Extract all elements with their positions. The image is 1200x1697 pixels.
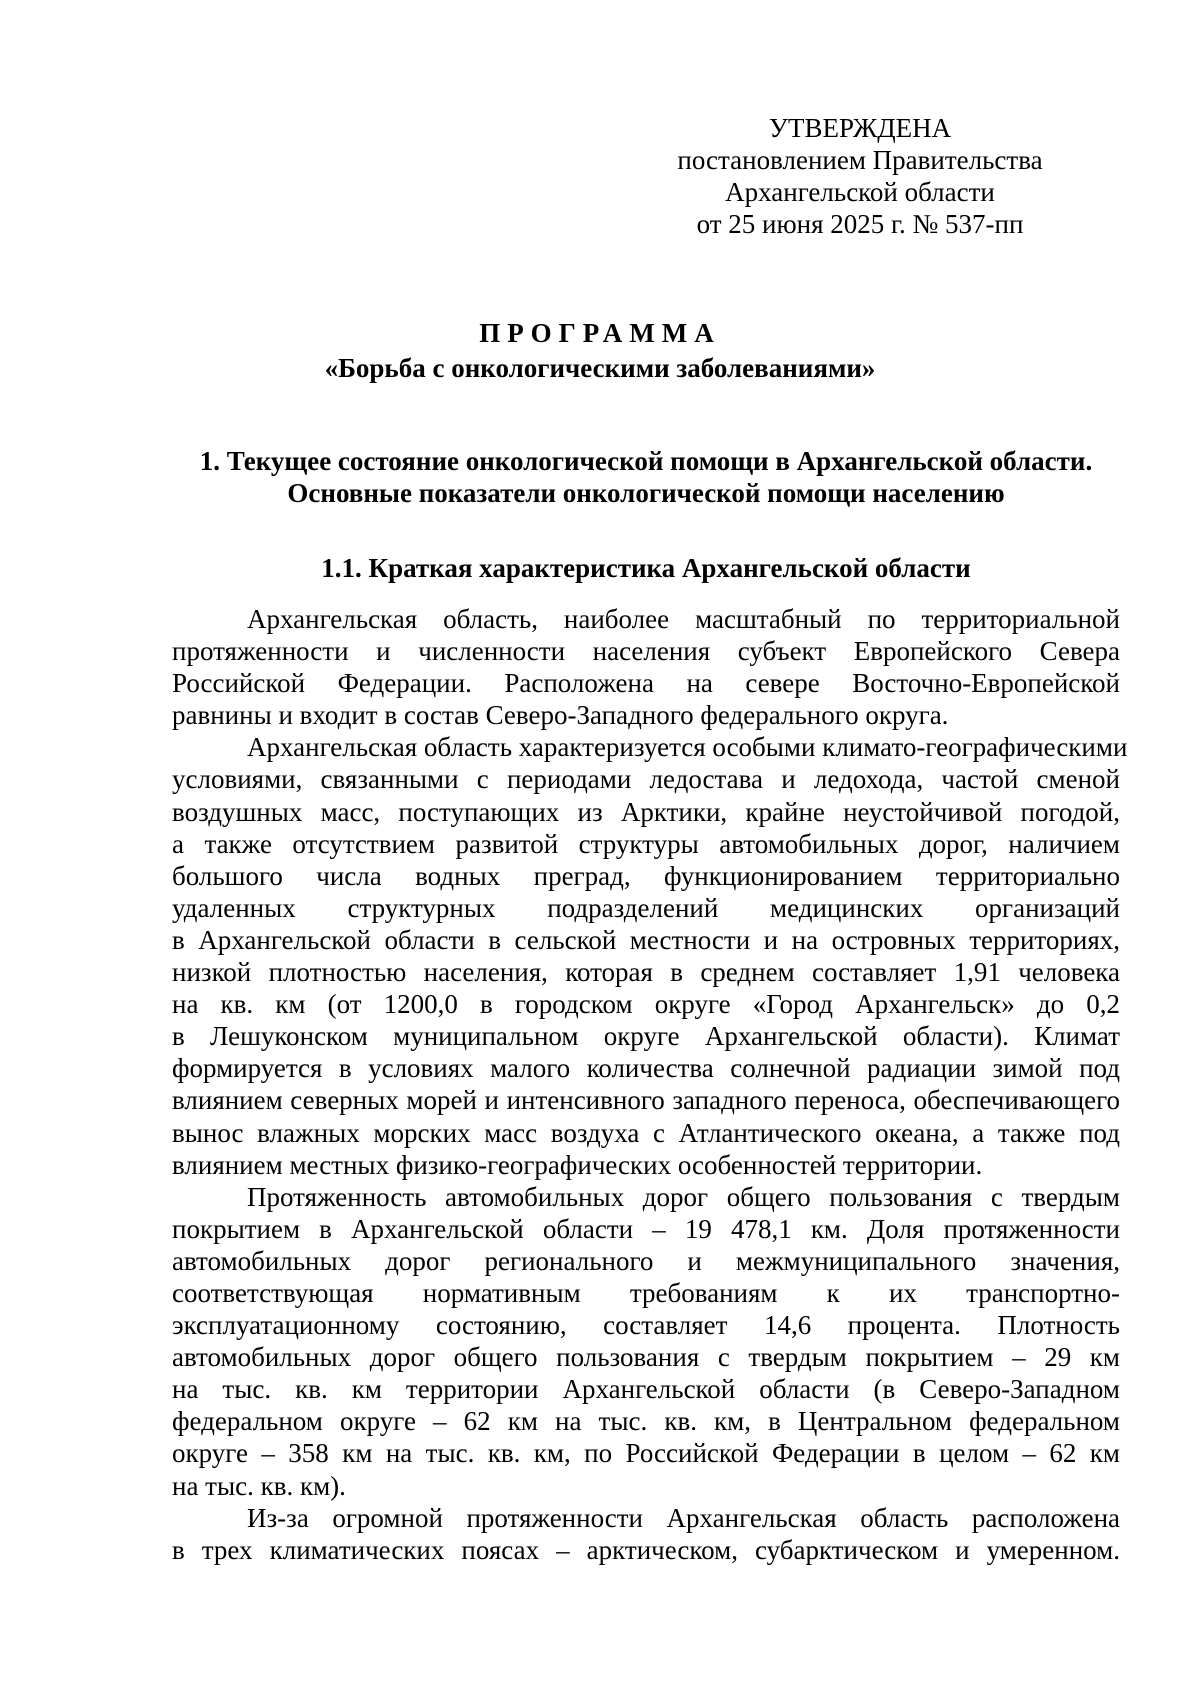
text-line: автомобильных дорог регионального и межмуниципального значения,	[172, 1245, 1120, 1276]
text-line: воздушных масс, поступающих из Арктики, крайне неустойчивой погодой,	[172, 796, 1120, 827]
approval-stamp	[640, 112, 1080, 240]
approval-status: УТВЕРЖДЕНА	[768, 113, 952, 143]
approval-decree: от 25 июня 2025 г. № 537-пп	[696, 209, 1024, 239]
text-line: в Архангельской области в сельской местности и на островных территориях,	[172, 924, 1120, 955]
paragraph	[172, 1181, 1120, 1502]
section-heading-line: Основные показатели онкологической помощи населению	[287, 478, 1005, 508]
section-heading-line: 1. Текущее состояние онкологической помощи в Архангельской области.	[199, 446, 1093, 476]
text-line: на кв. км (от 1200,0 в городском округе «Город Архангельск» до 0,2	[172, 989, 1120, 1020]
document-type: ПРОГРАММА	[479, 318, 721, 348]
text-line: вынос влажных морских масс воздуха с Атлантического океана, а также под	[172, 1117, 1120, 1148]
text-line: округе – 358 км на тыс. кв. км, по Российской Федерации в целом – 62 км	[172, 1438, 1120, 1469]
text-line: а также отсутствием развитой структуры автомобильных дорог, наличием	[172, 828, 1120, 859]
text-line: в Лешуконском муниципальном округе Архангельской области). Климат	[172, 1021, 1120, 1052]
text-line: влиянием местных физико-географических особенностей территории.	[172, 1149, 983, 1180]
text-line: в трех климатических поясах – арктическом, субарктическом и умеренном.	[172, 1534, 1120, 1565]
paragraph	[172, 731, 1128, 1180]
text-line: федеральном округе – 62 км на тыс. кв. км, в Центральном федеральном	[172, 1406, 1120, 1437]
approval-region: Архангельской области	[725, 177, 995, 207]
text-line: Архангельская область характеризуется особыми климато-географическими	[247, 732, 1128, 763]
text-line: влиянием северных морей и интенсивного западного переноса, обеспечивающего	[172, 1085, 1120, 1116]
text-line: формируется в условиях малого количества солнечной радиации зимой под	[172, 1053, 1120, 1084]
approval-authority: постановлением Правительства	[677, 145, 1043, 175]
text-line: эксплуатационному состоянию, составляет 14,6 процента. Плотность	[172, 1310, 1120, 1341]
text-line: условиями, связанными с периодами ледостава и ледохода, частой сменой	[172, 764, 1120, 795]
paragraph	[172, 603, 1120, 731]
paragraph	[172, 1502, 1120, 1566]
text-line: на тыс. кв. км).	[172, 1470, 346, 1501]
text-line: большого числа водных преград, функционированием территориально	[172, 860, 1120, 891]
body-text	[172, 603, 1128, 1566]
text-line: протяженности и численности населения субъект Европейского Севера	[172, 636, 1120, 667]
text-line: низкой плотностью населения, которая в среднем составляет 1,91 человека	[172, 957, 1120, 988]
text-line: на тыс. кв. км территории Архангельской области (в Северо-Западном	[172, 1374, 1120, 1405]
text-line: Российской Федерации. Расположена на севере Восточно-Европейской	[172, 668, 1120, 699]
text-line: удаленных структурных подразделений медицинских организаций	[172, 892, 1120, 923]
section-heading	[172, 445, 1120, 509]
document-title: «Борьба с онкологическими заболеваниями»	[324, 353, 876, 383]
text-line: автомобильных дорог общего пользования с твердым покрытием – 29 км	[172, 1342, 1120, 1373]
text-line: Протяженность автомобильных дорог общего пользования с твердым	[247, 1181, 1120, 1212]
text-line: покрытием в Архангельской области – 19 478,1 км. Доля протяженности	[172, 1213, 1120, 1244]
text-line: Архангельская область, наиболее масштабный по территориальной	[247, 604, 1120, 634]
text-line: равнины и входит в состав Северо-Западного федерального округа.	[172, 700, 949, 731]
text-line: соответствующая нормативным требованиям к их транспортно-	[172, 1277, 1120, 1308]
text-line: Из-за огромной протяженности Архангельская область расположена	[247, 1502, 1120, 1533]
subsection-heading: 1.1. Краткая характеристика Архангельской области	[321, 553, 971, 583]
